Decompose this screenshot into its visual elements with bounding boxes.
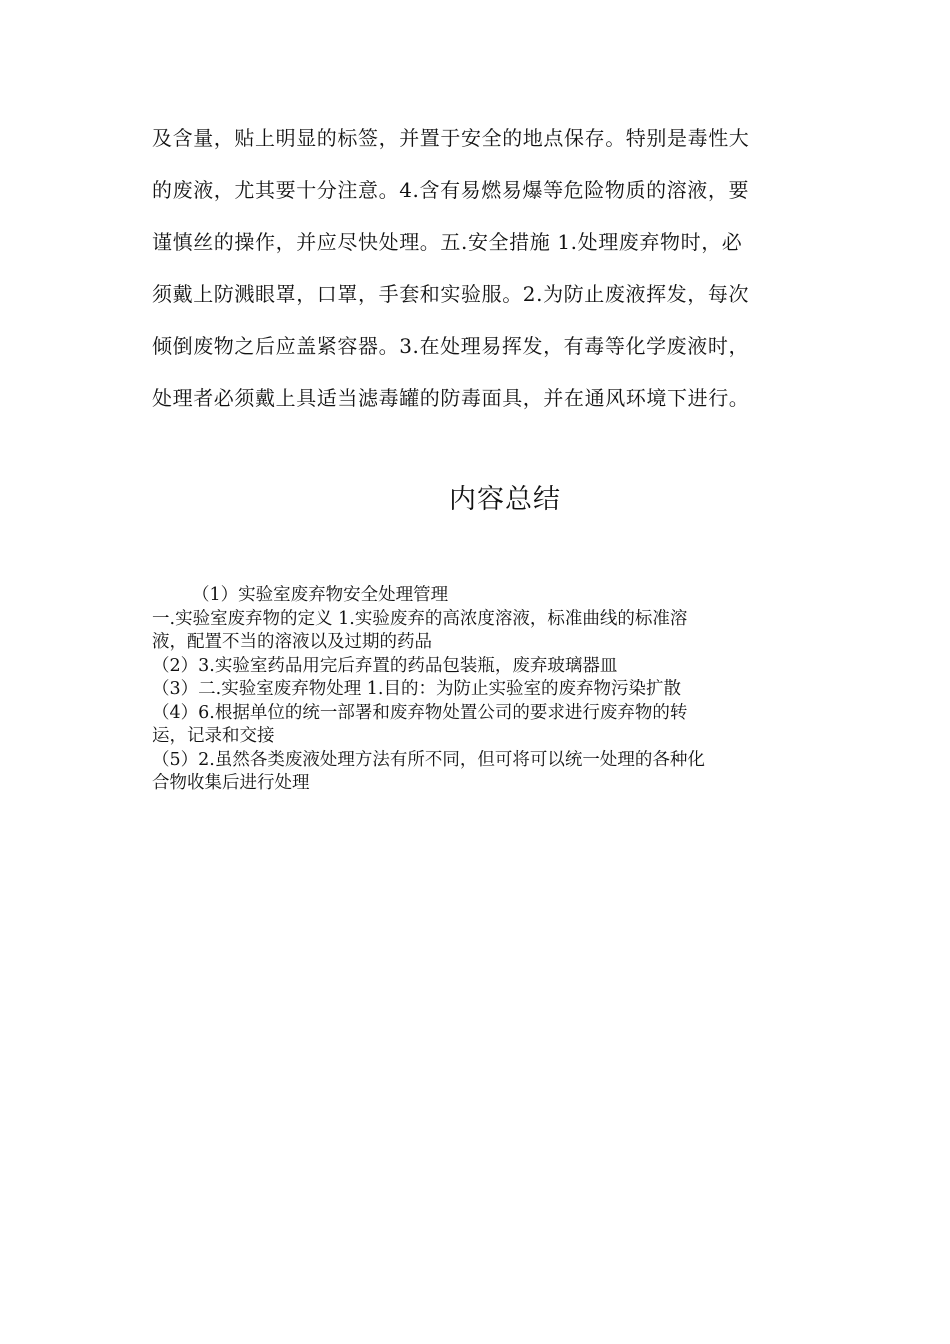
summary-list bbox=[152, 584, 812, 796]
summary-title: 内容总结 bbox=[449, 484, 561, 515]
summary-line: （2）3.实验室药品用完后弃置的药品包装瓶，废弃玻璃器皿 bbox=[152, 655, 618, 676]
summary-line: （4）6.根据单位的统一部署和废弃物处置公司的要求进行废弃物的转 bbox=[152, 702, 688, 723]
summary-line: 一.实验室废弃物的定义 1.实验废弃的高浓度溶液，标准曲线的标准溶 bbox=[152, 608, 688, 629]
summary-line: 运，记录和交接 bbox=[152, 726, 275, 746]
summary-line: 液，配置不当的溶液以及过期的药品 bbox=[152, 632, 432, 652]
summary-line: 合物收集后进行处理 bbox=[152, 773, 310, 793]
body-paragraph-line: 的废液，尤其要十分注意。4.含有易燃易爆等危险物质的溶液，要 bbox=[152, 178, 750, 202]
body-paragraph-line: 及含量，贴上明显的标签，并置于安全的地点保存。特别是毒性大 bbox=[152, 126, 750, 150]
summary-line: （1）实验室废弃物安全处理管理 bbox=[192, 585, 449, 605]
body-paragraph-line: 倾倒废物之后应盖紧容器。3.在处理易挥发，有毒等化学废液时， bbox=[152, 334, 750, 358]
body-paragraph-line: 谨慎丝的操作，并应尽快处理。五.安全措施 1.处理废弃物时，必 bbox=[152, 230, 743, 254]
summary-line: （5）2.虽然各类废液处理方法有所不同，但可将可以统一处理的各种化 bbox=[152, 749, 705, 770]
body-paragraph-line: 须戴上防溅眼罩，口罩，手套和实验服。2.为防止废液挥发，每次 bbox=[152, 282, 750, 306]
body-paragraph-line: 处理者必须戴上具适当滤毒罐的防毒面具，并在通风环境下进行。 bbox=[152, 386, 750, 410]
summary-line: （3）二.实验室废弃物处理 1.目的：为防止实验室的废弃物污染扩散 bbox=[152, 679, 681, 699]
body-paragraph bbox=[152, 116, 802, 428]
